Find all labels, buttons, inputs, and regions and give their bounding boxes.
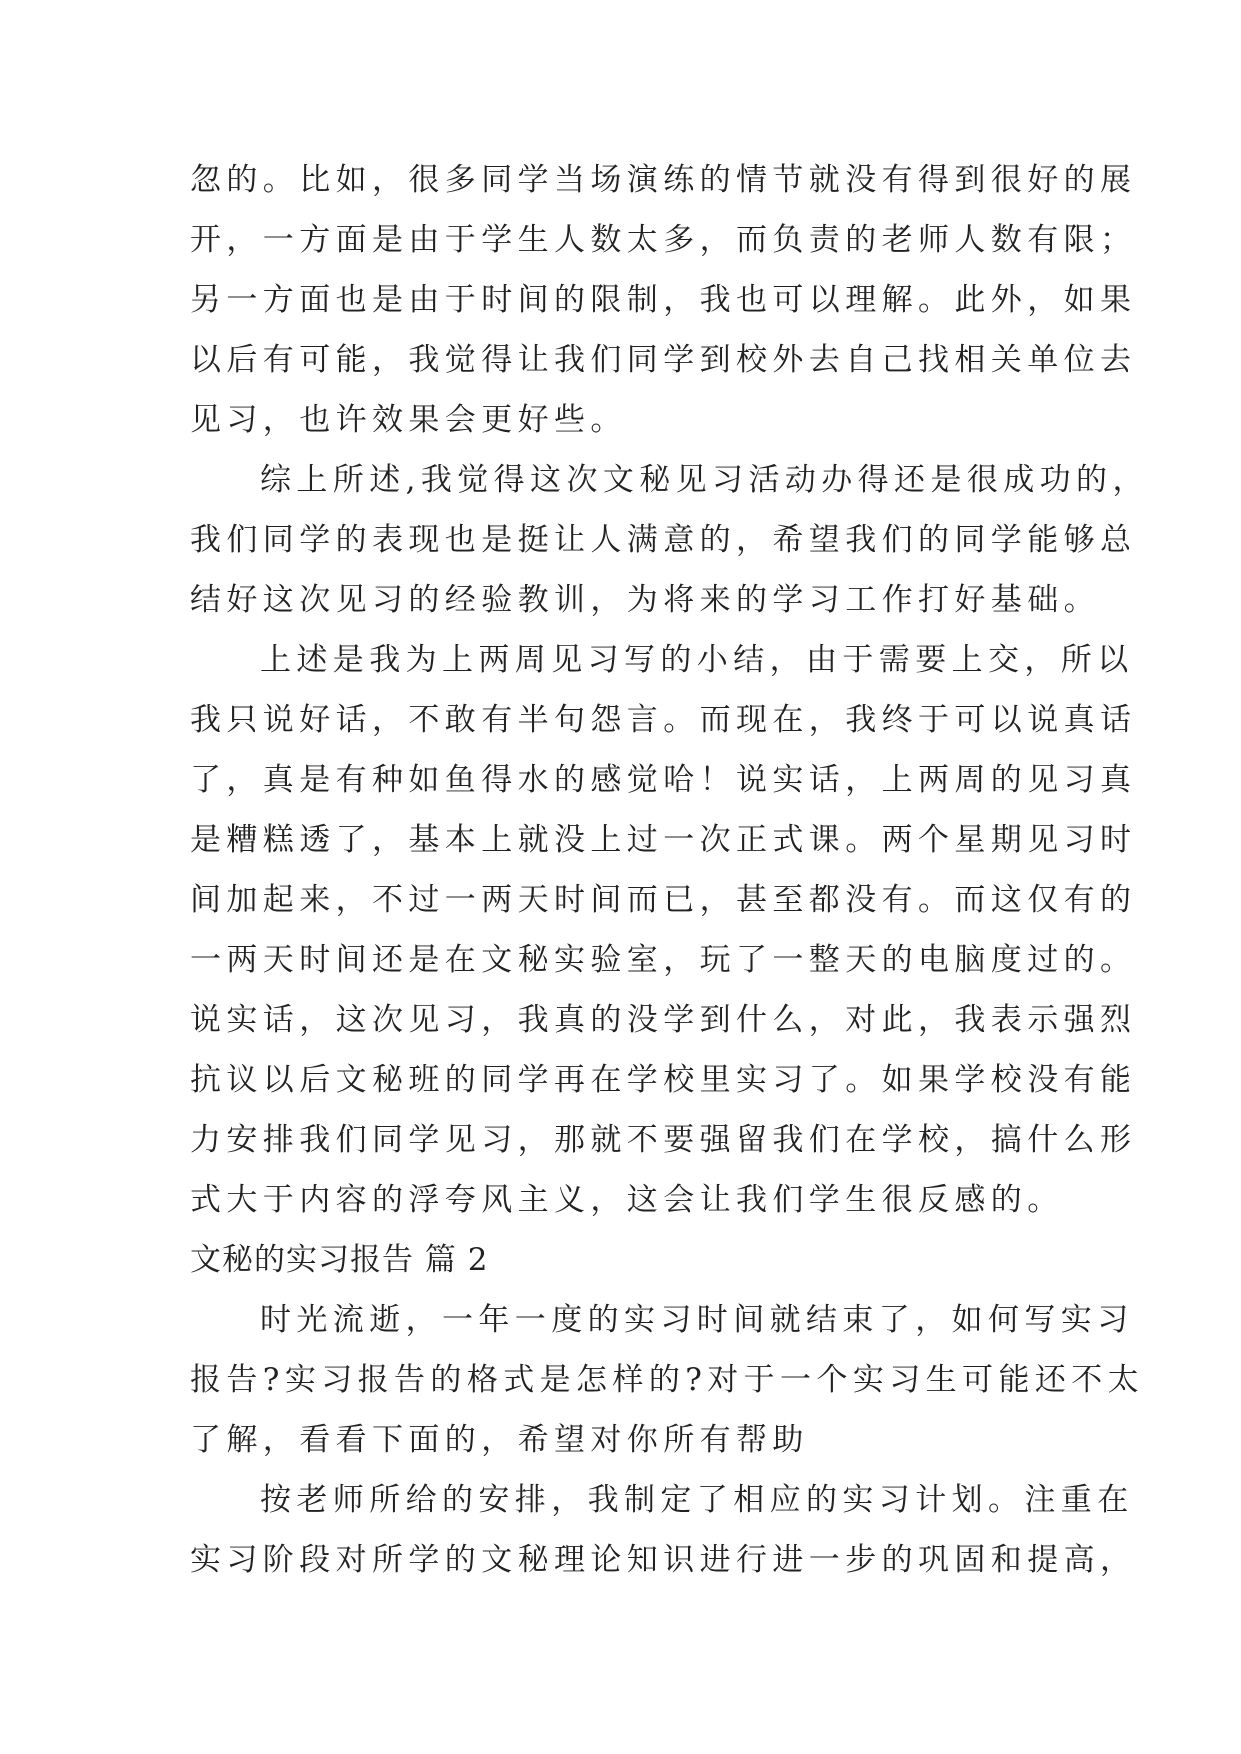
text-line-indented: 上述是我为上两周见习写的小结，由于需要上交，所以 [260,642,1134,678]
paragraph-2 [190,450,1149,630]
text-line: 一两天时间还是在文秘实验室，玩了一整天的电脑度过的。 [190,942,1137,978]
text-line: 另一方面也是由于时间的限制，我也可以理解。此外，如果 [190,282,1137,318]
text-line: 以后有可能，我觉得让我们同学到校外去自己找相关单位去 [190,342,1137,378]
text-line: 是糟糕透了，基本上就没上过一次正式课。两个星期见习时 [190,822,1137,858]
document-body [190,150,1149,1590]
text-line: 见习，也许效果会更好些。 [190,402,627,438]
section-heading [190,1230,1050,1290]
text-line: 抗议以后文秘班的同学再在学校里实习了。如果学校没有能 [190,1062,1137,1098]
text-line: 实习阶段对所学的文秘理论知识进行进一步的巩固和提高， [190,1542,1137,1578]
text-line: 忽的。比如，很多同学当场演练的情节就没有得到很好的展 [190,162,1137,198]
text-line: 开，一方面是由于学生人数太多，而负责的老师人数有限； [190,222,1137,258]
text-line-indented: 综上所述,我觉得这次文秘见习活动办得还是很成功的， [260,462,1149,498]
text-line: 报告?实习报告的格式是怎样的?对于一个实习生可能还不太 [190,1362,1145,1398]
text-line: 式大于内容的浮夸风主义，这会让我们学生很反感的。 [190,1182,1064,1218]
paragraph-5 [190,1470,1137,1590]
text-line: 我只说好话，不敢有半句怨言。而现在，我终于可以说真话 [190,702,1137,738]
text-line: 了解，看看下面的，希望对你所有帮助 [190,1422,809,1458]
text-line: 间加起来，不过一两天时间而已，甚至都没有。而这仅有的 [190,882,1137,918]
text-line-indented: 按老师所给的安排，我制定了相应的实习计划。注重在 [260,1482,1134,1518]
paragraph-1 [190,150,1137,450]
paragraph-4 [190,1290,1145,1470]
paragraph-3 [190,630,1137,1230]
text-line: 说实话，这次见习，我真的没学到什么，对此，我表示强烈 [190,1002,1137,1038]
text-line: 我们同学的表现也是挺让人满意的，希望我们的同学能够总 [190,522,1137,558]
text-line: 结好这次见习的经验教训，为将来的学习工作打好基础。 [190,582,1100,618]
text-line: 力安排我们同学见习，那就不要强留我们在学校，搞什么形 [190,1122,1137,1158]
text-line: 了，真是有种如鱼得水的感觉哈！说实话，上两周的见习真 [190,762,1137,798]
text-line-indented: 时光流逝，一年一度的实习时间就结束了，如何写实习 [260,1302,1134,1338]
section-heading-text: 文秘的实习报告 篇 2 [190,1242,489,1278]
